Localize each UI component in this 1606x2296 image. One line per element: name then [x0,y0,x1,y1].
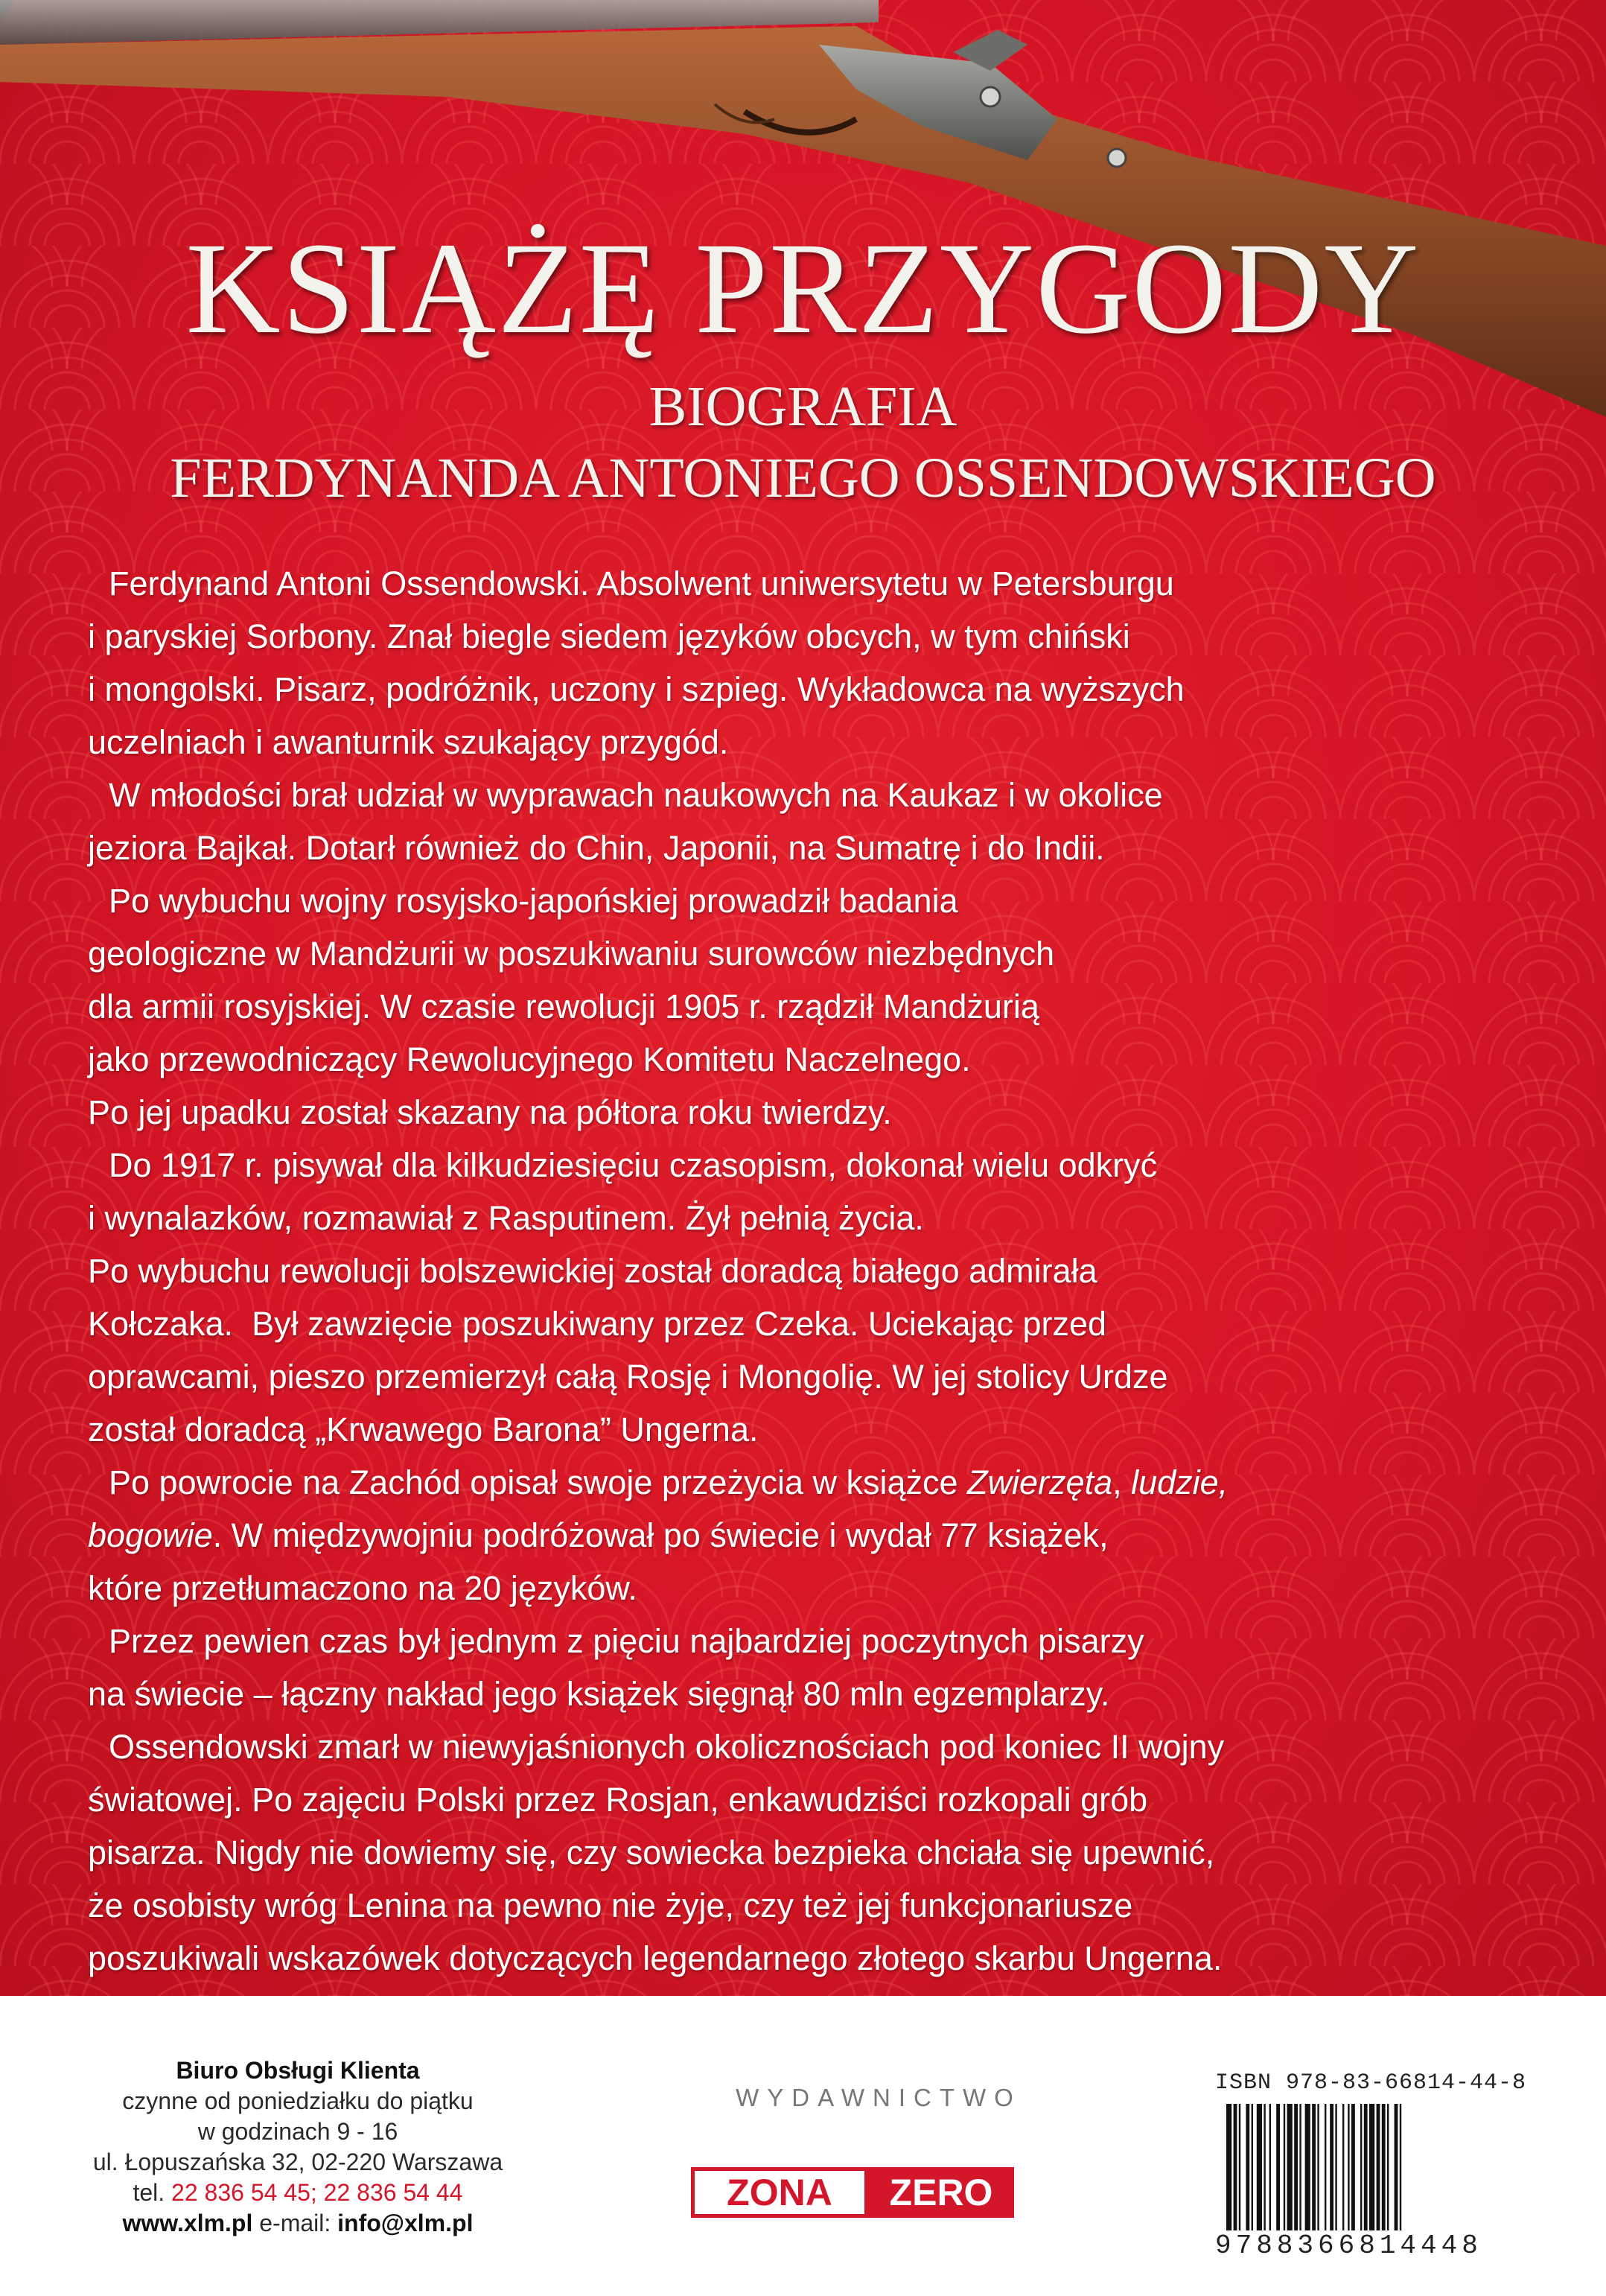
text-span: Po powrocie na Zachód opisał swoje przeżycia w książce [109,1463,968,1501]
barcode-icon [1225,2104,1545,2230]
phone-label: tel. [133,2179,172,2206]
italic-book-title: bogowie [88,1516,213,1554]
contact-address: ul. Łopuszańska 32, 02-220 Warszawa [92,2149,503,2175]
text-line: uczelniach i awanturnik szukający przygód. [88,723,729,761]
text-line: Ferdynand Antoni Ossendowski. Absolwent uniwersytetu w Petersburgu [109,565,1174,602]
text-line [88,1456,1532,1509]
text-line: dla armii rosyjskiej. W czasie rewolucji 1905 r. rządził Mandżurią [88,988,1039,1025]
website-link[interactable]: www.xlm.pl [122,2210,253,2236]
text-line: pisarza. Nigdy nie dowiemy się, czy sowiecka bezpieka chciała się upewnić, [88,1834,1215,1872]
text-line: Po wybuchu wojny rosyjsko-japońskiej prowadził badania [109,882,958,920]
book-subtitle-biografia: BIOGRAFIA [649,375,957,438]
contact-hours-time: w godzinach 9 - 16 [197,2118,398,2145]
text-line: W młodości brał udział w wyprawach naukowych na Kaukaz i w okolice [109,776,1163,814]
text-line: Po jej upadku został skazany na półtora roku twierdzy. [88,1093,892,1131]
blurb-paragraph-1 [88,557,1532,769]
blurb-paragraph-6 [88,1615,1532,1720]
book-title: KSIĄŻĘ PRZYGODY [185,216,1421,361]
contact-hours-line: czynne od poniedziałku do piątku [122,2087,474,2114]
text-line: został doradcą „Krwawego Barona” Ungerna. [88,1411,759,1448]
isbn-digits: 9788366814448 [1215,2230,1482,2261]
italic-book-title: ludzie, [1131,1463,1229,1501]
text-line: Po wybuchu rewolucji bolszewickiej został doradcą białego admirała [88,1252,1097,1290]
text-line: że osobisty wróg Lenina na pewno nie żyje, czy też jej funkcjonariusze [88,1886,1133,1924]
text-line [88,1509,1532,1562]
customer-service-info [89,2055,506,2239]
text-line: jeziora Bajkał. Dotarł również do Chin, Japonii, na Sumatrę i do Indii. [88,829,1105,867]
logo-zona: ZONA [691,2167,868,2218]
contact-heading: Biuro Obsługi Klienta [176,2057,420,2084]
blurb-text [88,557,1532,1985]
publisher-logo [691,2167,1063,2218]
italic-book-title: Zwierzęta [967,1463,1113,1501]
text-line: które przetłumaczono na 20 języków. [88,1569,637,1607]
contact-web [89,2208,506,2239]
text-line: jako przewodniczący Rewolucyjnego Komitetu Naczelnego. [88,1040,971,1078]
text-line: geologiczne w Mandżurii w poszukiwaniu surowców niezbędnych [88,935,1055,973]
publisher-label: WYDAWNICTWO [736,2084,1022,2111]
isbn-label: ISBN 978-83-66814-44-8 [1215,2070,1527,2096]
book-subtitle-name: FERDYNANDA ANTONIEGO OSSENDOWSKIEGO [170,447,1436,509]
text-span: , [1112,1463,1132,1501]
text-line: Do 1917 r. pisywał dla kilkudziesięciu czasopism, dokonał wielu odkryć [109,1146,1158,1184]
email-link[interactable]: info@xlm.pl [337,2210,474,2236]
text-line: Ossendowski zmarł w niewyjaśnionych okolicznościach pod koniec II wojny [109,1728,1225,1766]
text-line: Kołczaka. Był zawzięcie poszukiwany przez Czeka. Uciekając przed [88,1305,1107,1343]
blurb-paragraph-4 [88,1139,1532,1456]
blurb-paragraph-2 [88,769,1532,874]
blurb-paragraph-7 [88,1720,1532,1985]
contact-phone [89,2178,506,2208]
blurb-paragraph-3 [88,874,1532,1139]
text-line: poszukiwali wskazówek dotyczących legendarnego złotego skarbu Ungerna. [88,1939,1223,1977]
blurb-paragraph-5 [88,1456,1532,1615]
text-line: na świecie – łączny nakład jego książek sięgnął 80 mln egzemplarzy. [88,1675,1110,1713]
text-span: . W międzywojniu podróżował po świecie i wydał 77 książek, [212,1516,1109,1554]
text-line: i mongolski. Pisarz, podróżnik, uczony i szpieg. Wykładowca na wyższych [88,670,1185,708]
logo-zero: ZERO [868,2167,1014,2218]
phone-number: 22 836 54 45; 22 836 54 44 [171,2179,463,2206]
text-line: oprawcami, pieszo przemierzył całą Rosję i Mongolię. W jej stolicy Urdze [88,1358,1168,1396]
text-line: i paryskiej Sorbony. Znał biegle siedem języków obcych, w tym chiński [88,617,1130,655]
email-label: e-mail: [252,2210,338,2236]
text-line: i wynalazków, rozmawiał z Rasputinem. Żył pełnią życia. [88,1199,924,1237]
text-line: Przez pewien czas był jednym z pięciu najbardziej poczytnych pisarzy [109,1622,1144,1660]
text-line: światowej. Po zajęciu Polski przez Rosjan, enkawudziści rozkopali grób [88,1781,1148,1819]
